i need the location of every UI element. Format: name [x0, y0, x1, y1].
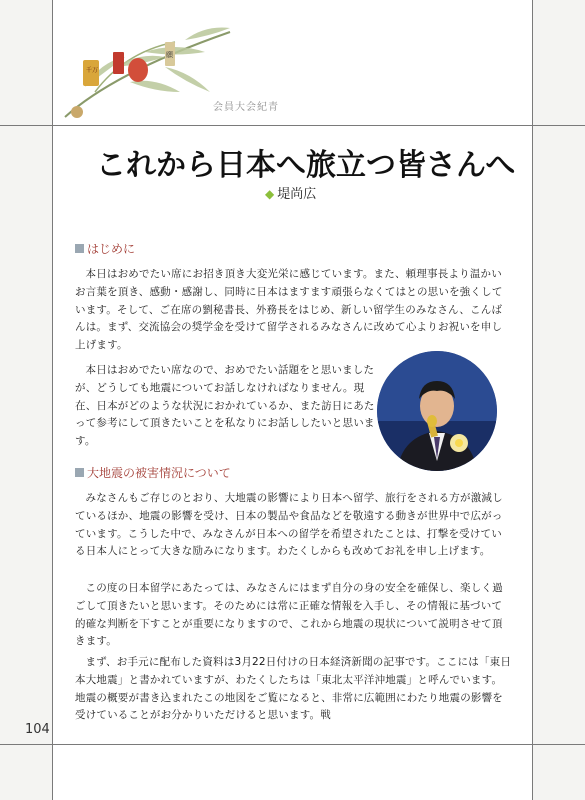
guide-line-right	[532, 0, 533, 800]
section-heading-damage-label: 大地震の被害情況について	[87, 466, 231, 480]
paragraph-5: まず、お手元に配布した資料は3月22日付けの日本経済新聞の記事です。ここには「東日本大地震」と書かれていますが、わたくしたちは「東北太平洋沖地震」と呼んでいます。地震の概要が書き込まれたこの地図をご覧になると、非常に広範囲にわたり地震の影響を受けていることがお分かりいただけると思います。戦	[75, 656, 512, 722]
page-title: これから日本へ旅立つ皆さんへ	[96, 148, 516, 183]
author-line	[265, 183, 316, 202]
paragraph-3: みなさんもご存じのとおり、大地震の影響により日本へ留学、旅行をされる方が激減しているほか、地震の影響を受け、日本の製品や食品などを敬遠する動きが世界中で広がっています。こうした中で、みなさんが日本への留学を希望されたことは、打撃を受けている日本人にとって大きな励みになります。わたくしからも改めてお礼を申し上げます。	[75, 492, 503, 558]
paragraph-1: 本日はおめでたい席にお招き頂き大変光栄に感じています。また、頼理事長より温かいお言葉を頂き、感動・感謝し、同時に日本はますます頑張らなくてはとの思いを強くしています。そして、ご在席の劉秘書長、外務長をはじめ、新しい留学生のみなさん、こんばんは。まず、交流協会の奨学金を受けて留学されるみなさんに改めて心よりお祝いを申し上げます。	[75, 268, 503, 352]
guide-line-left	[52, 0, 53, 800]
paper-tag-cream-label: 願	[166, 51, 173, 59]
section-heading-intro	[75, 240, 135, 257]
paper-tag-yellow-label: 千万	[86, 67, 99, 74]
ornament-ball	[71, 106, 83, 118]
paper-lantern	[128, 58, 148, 82]
heading-square-icon	[75, 468, 84, 477]
section-tag: 会員大会紀青	[213, 102, 279, 113]
author-name: 堤尚広	[277, 187, 317, 202]
paragraph-4: この度の日本留学にあたっては、みなさんにはまず自分の身の安全を確保し、楽しく過ごして頂きたいと思います。そのためには常に正確な情報を入手し、その情報に基づいて的確な判断を下すことが重要になりますので、これから地震の現状について説明させて頂きます。	[75, 582, 503, 648]
page-number: 104	[25, 722, 50, 737]
paragraph-2: 本日はおめでたい席なので、おめでたい話題をと思いましたが、どうしても地震についてお話しなければなりません。現在、日本がどのような状況におかれているか、また訪日にあたって参考にして頂きたいことを私なりにお話ししたいと思います。	[75, 364, 375, 448]
section-heading-intro-label: はじめに	[87, 242, 136, 256]
section-heading-damage	[75, 464, 231, 481]
guide-line-top	[0, 125, 585, 126]
guide-line-bottom	[0, 744, 585, 745]
diamond-bullet-icon: ◆	[265, 187, 275, 201]
heading-square-icon	[75, 244, 84, 253]
speaker-portrait-photo	[377, 351, 497, 471]
paper-tag-red	[113, 52, 124, 74]
